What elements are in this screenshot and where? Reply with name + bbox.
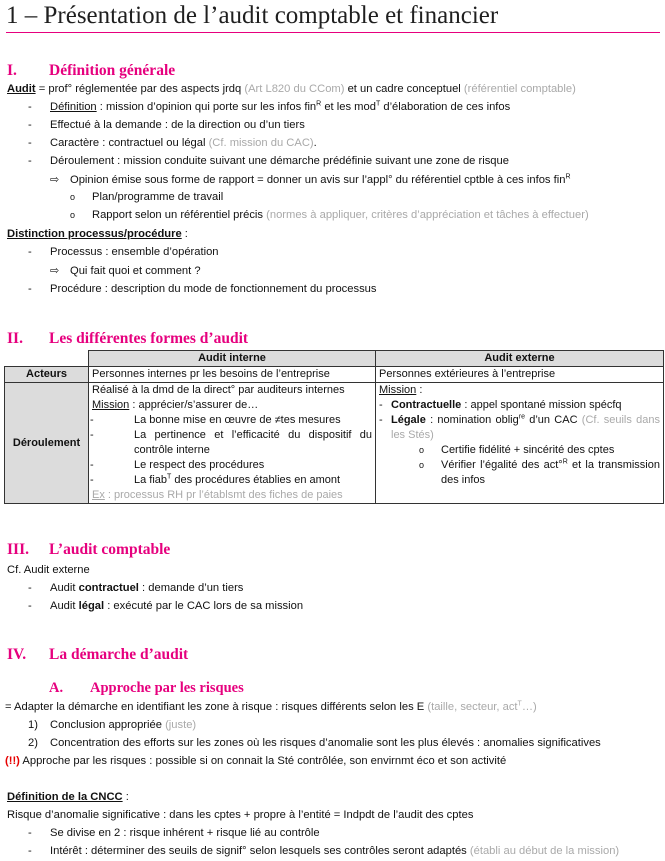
section-4-heading	[7, 646, 188, 664]
externe-mission-term: Mission	[379, 384, 417, 396]
audit-definition	[7, 83, 576, 95]
dash-bullet: -	[90, 474, 94, 486]
cncc-heading	[7, 791, 129, 803]
externe-legale	[379, 413, 660, 443]
caractere-text: Caractère : contractuel ou légal	[50, 137, 209, 149]
sup-t: T	[375, 100, 381, 108]
dash-bullet: -	[379, 414, 383, 426]
section-1-heading	[7, 62, 175, 80]
dash-bullet: -	[90, 429, 94, 441]
list-item-plan	[70, 191, 223, 203]
subsection-a-heading	[49, 680, 244, 697]
sup-re: re	[518, 413, 525, 421]
externe-contractuelle-text: : appel spontané mission spécfq	[461, 399, 622, 411]
list-item-caractere	[28, 137, 317, 149]
approche-intro-ref-a: (taille, secteur, act	[427, 701, 518, 713]
warning-marker: (!!)	[5, 755, 20, 767]
definition-term: Définition	[50, 101, 97, 113]
cell-deroulement-interne	[89, 383, 376, 504]
list-item-contractuel	[28, 582, 243, 594]
interne-item-2	[92, 428, 372, 458]
arrow-icon: ⇨	[50, 265, 60, 277]
contractuel-term: contractuel	[78, 582, 139, 594]
interne-example	[92, 488, 372, 503]
sup-r: R	[565, 173, 571, 181]
section-4-number: IV.	[7, 646, 27, 663]
list-item-legal	[28, 600, 303, 612]
cncc-term: Définition de la CNCC	[7, 791, 123, 803]
document-title: 1 – Présentation de l’audit comptable et financier	[6, 2, 499, 29]
interne-item-1-text: La bonne mise en œuvre de ≠tes mesures	[134, 414, 341, 426]
opinion-text: Opinion émise sous forme de rapport = donner un avis sur l’appl° du référentiel cptble à ces infos fin	[70, 174, 566, 186]
externe-verifier-text-b: et la transmission des infos	[441, 459, 660, 486]
dash-bullet: -	[28, 827, 32, 839]
interne-item-2-text: La pertinence et l’efficacité du dispositif du contrôle interne	[134, 429, 372, 456]
interne-item-4-text-a: La fiab	[134, 474, 168, 486]
section-2-title: Les différentes formes d’audit	[49, 330, 249, 347]
table-header-row	[5, 351, 664, 367]
externe-legale-term: Légale	[391, 414, 426, 426]
contractuel-text-a: Audit	[50, 582, 79, 594]
list-item-procedure	[28, 283, 377, 295]
approche-intro	[5, 701, 537, 713]
cncc-end: :	[122, 791, 129, 803]
interne-mission-end: : apprécier/s’assurer de…	[129, 399, 259, 411]
dash-bullet: -	[90, 414, 94, 426]
externe-contractuelle	[379, 398, 660, 413]
numbered-item-1	[28, 719, 196, 731]
circle-bullet-icon: o	[419, 460, 425, 470]
definition-text-a: : mission d’opinion qui porte sur les infos fin	[96, 101, 317, 113]
interne-example-text: : processus RH pr l’établsmt des fiches de paies	[104, 489, 343, 501]
table-row-acteurs	[5, 367, 664, 383]
number-2: 2)	[28, 737, 38, 749]
interne-mission-term: Mission	[92, 399, 130, 411]
audit-term: Audit	[7, 83, 36, 95]
section-1-number: I.	[7, 62, 17, 79]
col-header-interne: Audit interne	[89, 351, 376, 367]
cell-deroulement-externe	[376, 383, 664, 504]
numbered-item-2-text: Concentration des efforts sur les zones où les risques d’anomalie sont les plus élevés : anomalies significatives	[50, 737, 601, 749]
externe-mission-end: :	[416, 384, 423, 396]
legal-text-a: Audit	[50, 600, 79, 612]
dash-bullet: -	[28, 119, 32, 131]
audit-ref: (Art L820 du CCom)	[244, 83, 345, 95]
table-row-deroulement	[5, 383, 664, 504]
externe-verifier-text-a: Vérifier l’égalité des act°	[441, 459, 563, 471]
section-2-number: II.	[7, 330, 23, 347]
numbered-item-2	[28, 737, 601, 749]
col-header-externe: Audit externe	[376, 351, 664, 367]
interne-item-4-text-b: des procédures établies en amont	[171, 474, 341, 486]
distinction-end: :	[181, 228, 188, 240]
section-3-title: L’audit comptable	[49, 541, 171, 558]
sup-r: R	[562, 458, 568, 466]
list-item-effectue	[28, 119, 305, 131]
legal-term: légal	[78, 600, 105, 612]
externe-certifie-text: Certifie fidélité + sincérité des cptes	[441, 444, 615, 456]
contractuel-text-c: : demande d’un tiers	[138, 582, 244, 594]
interne-line-1: Réalisé à la dmd de la direct° par auditeurs internes	[92, 384, 345, 396]
procedure-text: Procédure : description du mode de fonctionnement du processus	[50, 283, 377, 295]
definition-text-b: et les mod	[321, 101, 376, 113]
deroulement-text: Déroulement : mission conduite suivant une démarche prédéfinie suivant une zone de risque	[50, 155, 509, 167]
table-corner-cell	[5, 351, 89, 367]
circle-bullet-icon: o	[70, 192, 76, 202]
interne-example-term: Ex	[92, 489, 105, 501]
row-header-acteurs: Acteurs	[5, 367, 89, 383]
cf-audit-externe: Cf. Audit externe	[7, 564, 90, 576]
interne-item-3	[92, 458, 372, 473]
dash-bullet: -	[28, 283, 32, 295]
rapport-ref: (normes à appliquer, critères d’appréciation et tâches à effectuer)	[266, 209, 589, 221]
list-item-divise	[28, 827, 320, 839]
dash-bullet: -	[28, 582, 32, 594]
audit-ref-2: (référentiel comptable)	[463, 83, 576, 95]
externe-legale-text-c: d’un CAC	[524, 414, 582, 426]
warning-text: Approche par les risques : possible si on connait la Sté contrôlée, son envirnmt éco et son activité	[19, 755, 507, 767]
processus-text: Processus : ensemble d’opération	[50, 246, 219, 258]
interne-item-3-text: Le respect des procédures	[134, 459, 265, 471]
cell-acteurs-interne: Personnes internes pr les besoins de l’entreprise	[89, 367, 376, 383]
audit-comparison-table	[4, 350, 664, 504]
list-item-definition	[28, 101, 510, 113]
externe-contractuelle-term: Contractuelle	[391, 399, 462, 411]
caractere-end: .	[313, 137, 317, 149]
list-item-quifait	[50, 264, 201, 277]
interet-text: Intérêt : déterminer des seuils de signif° selon lesquels ses contrôles seront adaptés	[50, 845, 470, 857]
circle-bullet-icon: o	[419, 445, 425, 455]
cell-acteurs-externe: Personnes extérieures à l’entreprise	[376, 367, 664, 383]
subsection-a-title: Approche par les risques	[90, 680, 244, 696]
row-header-deroulement: Déroulement	[5, 383, 89, 504]
numbered-item-1-text: Conclusion appropriée	[50, 719, 166, 731]
sup-t: T	[167, 473, 172, 481]
title-underline	[6, 32, 660, 33]
arrow-icon: ⇨	[50, 174, 60, 186]
list-item-processus	[28, 246, 219, 258]
interet-ref: (établi au début de la mission)	[469, 845, 620, 857]
risque-definition: Risque d’anomalie significative : dans les cptes + propre à l’entité = Indpdt de l’audit des cptes	[7, 809, 474, 821]
dash-bullet: -	[28, 137, 32, 149]
numbered-item-1-ref: (juste)	[165, 719, 197, 731]
list-item-interet	[28, 845, 619, 857]
dash-bullet: -	[379, 399, 383, 411]
dash-bullet: -	[28, 155, 32, 167]
list-item-deroulement	[28, 155, 509, 167]
dash-bullet: -	[28, 600, 32, 612]
definition-text-c: d’élaboration de ces infos	[380, 101, 511, 113]
interne-item-1	[92, 413, 372, 428]
circle-bullet-icon: o	[70, 210, 76, 220]
section-1-title: Définition générale	[49, 62, 176, 79]
rapport-text: Rapport selon un référentiel précis	[92, 209, 267, 221]
warning-line	[5, 755, 506, 767]
interne-mission	[92, 398, 372, 413]
distinction-heading	[7, 228, 188, 240]
quifait-text: Qui fait quoi et comment ?	[70, 265, 201, 277]
caractere-ref: (Cf. mission du CAC)	[208, 137, 314, 149]
legal-text-c: : exécuté par le CAC lors de sa mission	[104, 600, 304, 612]
plan-text: Plan/programme de travail	[92, 191, 224, 203]
distinction-term: Distinction processus/procédure	[7, 228, 182, 240]
number-1: 1)	[28, 719, 38, 731]
externe-legale-text-a: : nomination oblig	[425, 414, 519, 426]
section-3-number: III.	[7, 541, 29, 558]
list-item-opinion	[50, 173, 571, 186]
section-4-title: La démarche d’audit	[49, 646, 189, 663]
sup-r: R	[316, 100, 322, 108]
section-2-heading	[7, 330, 248, 348]
dash-bullet: -	[28, 845, 32, 857]
audit-def-text-2: et un cadre conceptuel	[344, 83, 464, 95]
approche-intro-text: = Adapter la démarche en identifiant les zone à risque : risques différents selon les E	[5, 701, 428, 713]
externe-legale-ref: (Cf. seuils dans les Stés)	[391, 414, 660, 441]
effectue-text: Effectué à la demande : de la direction ou d’un tiers	[50, 119, 305, 131]
divise-text: Se divise en 2 : risque inhérent + risque lié au contrôle	[50, 827, 320, 839]
sup-t: T	[517, 700, 522, 708]
section-3-heading	[7, 541, 170, 559]
subsection-a-number: A.	[49, 680, 64, 696]
dash-bullet: -	[28, 246, 32, 258]
interne-item-4	[92, 473, 372, 488]
dash-bullet: -	[90, 459, 94, 471]
list-item-rapport	[70, 209, 589, 221]
audit-def-text: = prof° réglementée par des aspects jrdq	[35, 83, 245, 95]
approche-intro-ref-b: …)	[521, 701, 537, 713]
externe-certifie	[379, 443, 660, 458]
externe-verifier	[379, 458, 660, 488]
dash-bullet: -	[28, 101, 32, 113]
externe-mission	[379, 383, 660, 398]
